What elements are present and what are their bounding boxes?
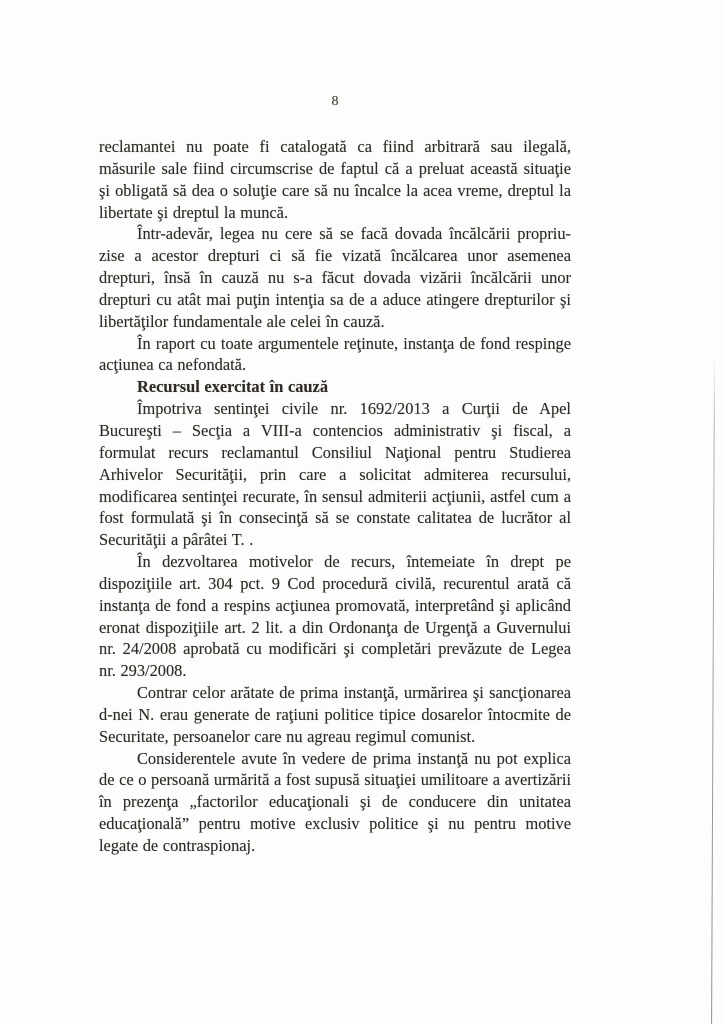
paragraph: Într-adevăr, legea nu cere să se facă dovada încălcării propriu-zise a acestor drepturi ci să fie vizată încălcarea unor asemenea drepturi, însă în cauză nu s-a făcut dovada vizării încălcării unor drepturi cu atât mai puţin intenţia sa de a aduce atingere drepturilor şi libertăţilor fundamentale ale celei în cauză. xyxy=(99,224,571,331)
paragraph: Împotriva sentinţei civile nr. 1692/2013 a Curţii de Apel Bucureşti – Secţia a VIII-a contencios administrativ şi fiscal, a formulat recurs reclamantul Consiliul Naţional pentru Studierea Arhivelor Securităţii, prin care a solicitat admiterea recursului, modificarea sentinţei recurate, în sensul admiterii acţiunii, astfel cum a fost formulată şi în consecinţă să se constate calitatea de lucrător al Securităţii a pârâtei T. . xyxy=(99,399,571,550)
paragraph: Considerentele avute în vedere de prima instanţă nu pot explica de ce o persoană urmărită a fost supusă situaţiei umilitoare a avertizării în prezenţa „factorilor educaţionali şi de conducere din unitatea educaţională” pentru motive exclusiv politice şi nu pentru motive legate de contraspionaj. xyxy=(99,748,571,855)
document-body xyxy=(99,136,571,857)
scan-edge-line xyxy=(711,356,715,1024)
page-number: 8 xyxy=(331,94,339,109)
paragraph: reclamantei nu poate fi catalogată ca fiind arbitrară sau ilegală, măsurile sale fiind circumscrise de faptul că a preluat această situaţie şi obligată să dea o soluţie care să nu încalce la acea vreme, dreptul la libertate şi dreptul la muncă. xyxy=(99,137,571,222)
paragraph: În raport cu toate argumentele reţinute, instanţa de fond respinge acţiunea ca nefondată. xyxy=(99,333,571,375)
paragraph: În dezvoltarea motivelor de recurs, întemeiate în drept pe dispoziţiile art. 304 pct. 9 Cod procedură civilă, recurentul arată că instanţa de fond a respins acţiunea promovată, interpretând şi aplicând eronat dispoziţiile art. 2 lit. a din Ordonanţa de Urgenţă a Guvernului nr. 24/2008 aprobată cu modificări şi completări prevăzute de Legea nr. 293/2008. xyxy=(99,552,571,681)
paragraph: Contrar celor arătate de prima instanţă, urmărirea şi sancţionarea d-nei N. erau generate de raţiuni politice tipice dosarelor întocmite de Securitate, persoanelor care nu agreau regimul comunist. xyxy=(99,683,571,746)
section-heading: Recursul exercitat în cauză xyxy=(137,377,329,397)
